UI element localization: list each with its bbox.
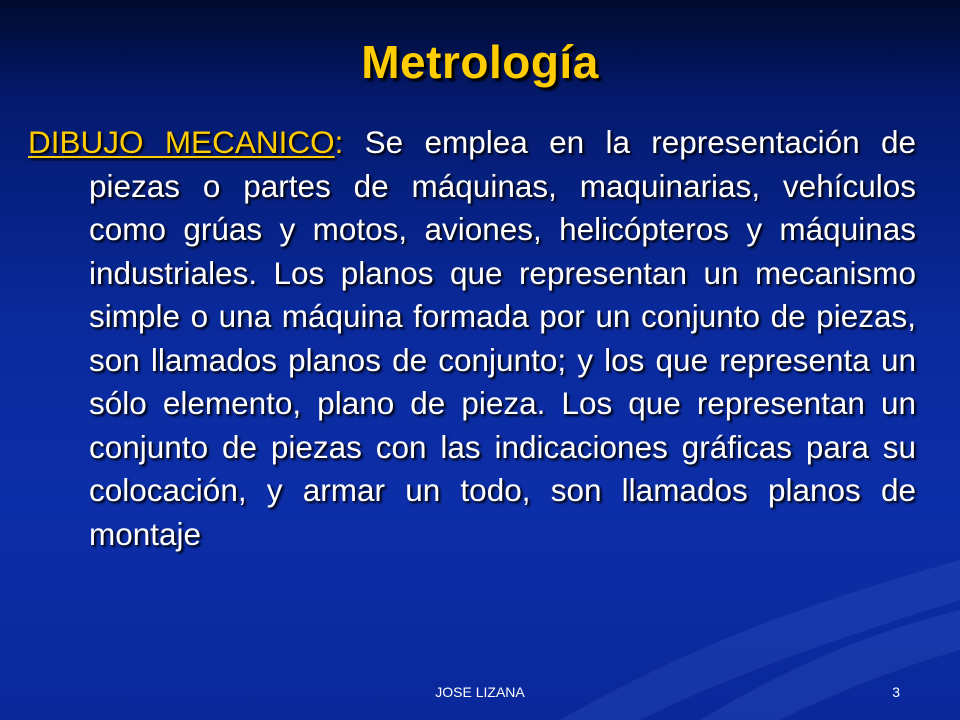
body-text: Se emplea en la representación de piezas o partes de máquinas, maquinarias, vehículos como grúas y motos, aviones, helicópteros y máquinas industriales. Los planos que representan un mecanismo simple o una máquina formada por un conjunto de piezas, son llamados planos de conjunto; y los que representa un sólo elemento, plano de pieza. Los que representan un conjunto de piezas con las indicaciones gráficas para su colocación, y armar un todo, son llamados planos de montaje: [89, 124, 916, 552]
term-heading: DIBUJO MECANICO: [28, 124, 335, 160]
footer-author: JOSE LIZANA: [435, 684, 525, 700]
slide-title: Metrología: [361, 36, 599, 88]
page-number: 3: [892, 684, 900, 700]
slide-body-paragraph: [28, 121, 916, 556]
term-separator: :: [334, 124, 344, 160]
